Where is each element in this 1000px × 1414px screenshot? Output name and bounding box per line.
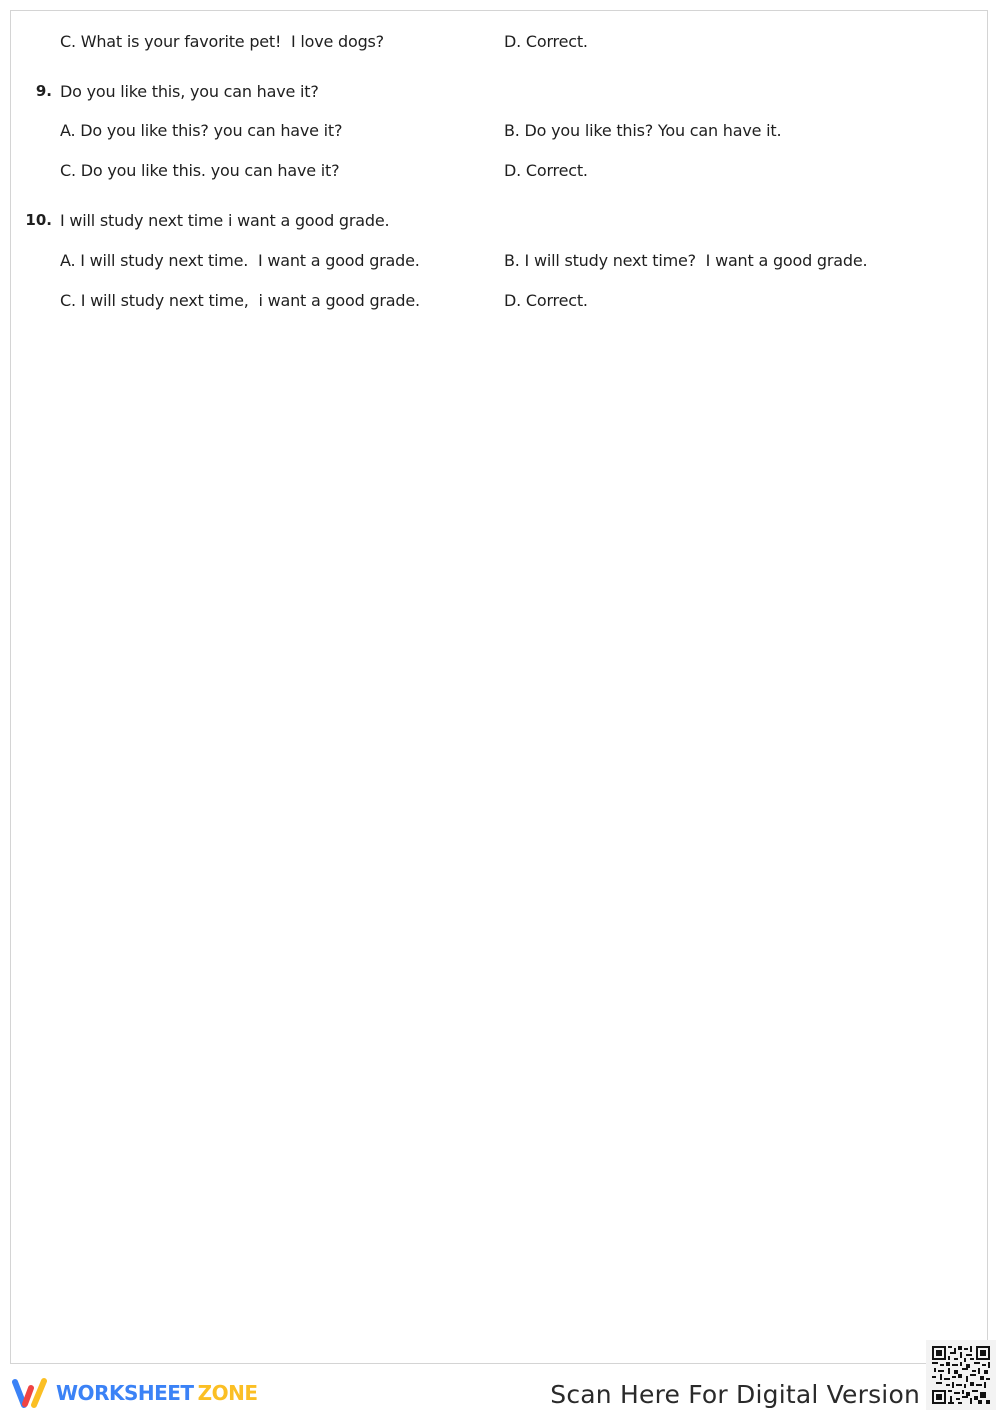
qr-code-icon [932,1346,990,1404]
worksheetzone-logo-icon [10,1376,50,1410]
q9-option-c: C. Do you like this. you can have it? [60,161,340,180]
q10-option-c: C. I will study next time, i want a good grade. [60,291,420,310]
q8-option-d: D. Correct. [504,32,588,51]
worksheetzone-logo-text [56,1381,257,1405]
brand-word-worksheet: WORKSHEET [56,1381,194,1405]
q10-option-b: B. I will study next time? I want a good grade. [504,251,868,270]
q10-option-d: D. Correct. [504,291,588,310]
q9-option-a: A. Do you like this? you can have it? [60,121,343,140]
brand-word-zone: ZONE [197,1381,258,1405]
q9-option-d: D. Correct. [504,161,588,180]
qr-code[interactable] [926,1340,996,1410]
scan-for-digital-label: Scan Here For Digital Version [550,1380,920,1409]
q10-option-a: A. I will study next time. I want a good grade. [60,251,420,270]
q8-option-c: C. What is your favorite pet! I love dogs? [60,32,384,51]
q9-number: 9. [35,82,52,100]
q9-prompt: Do you like this, you can have it? [60,82,319,101]
worksheetzone-logo[interactable] [10,1376,257,1410]
q10-prompt: I will study next time i want a good grade. [60,211,390,230]
q9-option-b: B. Do you like this? You can have it. [504,121,782,140]
q10-number: 10. [25,211,52,229]
